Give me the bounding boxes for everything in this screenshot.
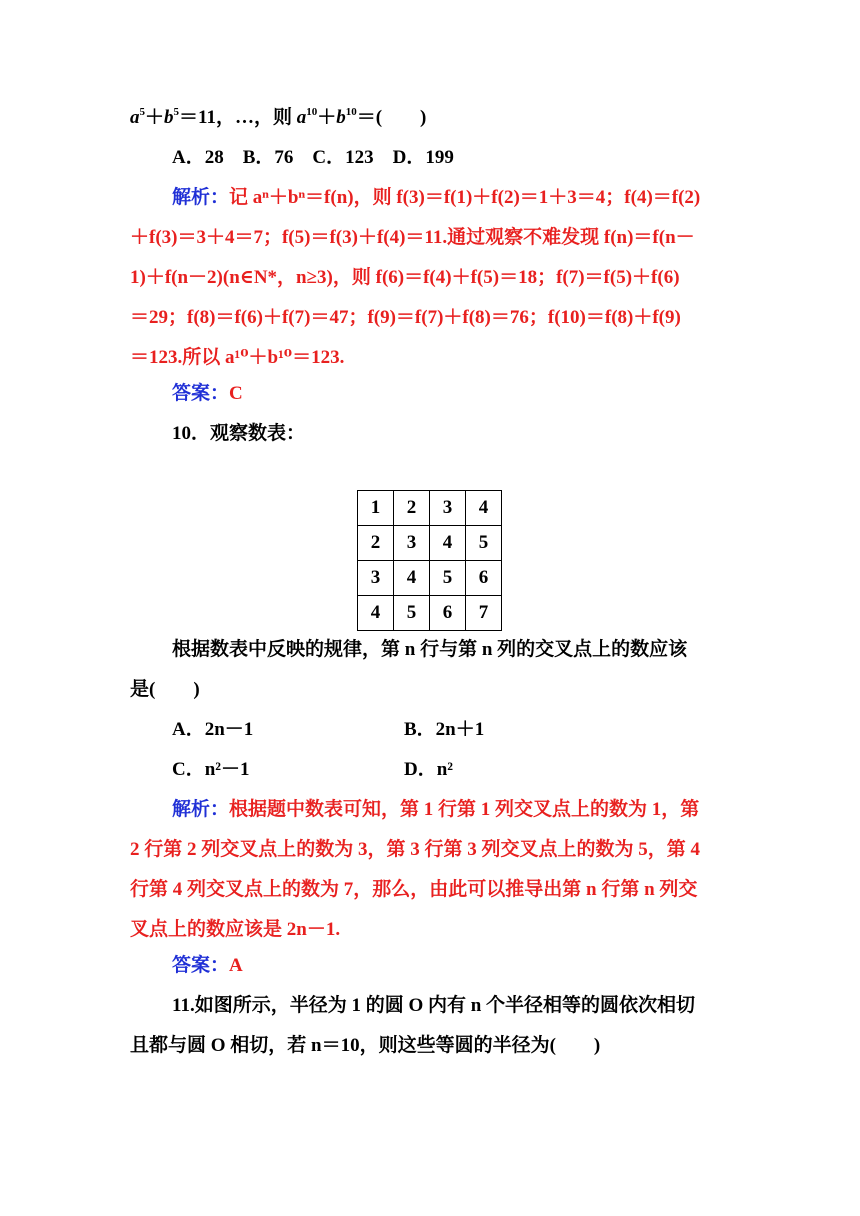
number-table xyxy=(357,490,502,631)
table-row: 1 2 3 4 xyxy=(358,491,502,526)
q9-answer: 答案：C xyxy=(172,383,243,404)
q9-analysis-line-4: ＝29；f(8)＝f(6)＋f(7)＝47；f(9)＝f(7)＋f(8)＝76；f(10)＝f(8)＋f(9) xyxy=(130,307,681,328)
q10-title: 10．观察数表： xyxy=(172,423,306,444)
q11-stem-line-1: 11.如图所示，半径为 1 的圆 O 内有 n 个半径相等的圆依次相切 xyxy=(172,995,696,1016)
q11-stem-line-2: 且都与圆 O 相切，若 n＝10，则这些等圆的半径为( ) xyxy=(130,1035,601,1056)
q10-option-d: D．n² xyxy=(404,759,453,780)
q9-analysis-line-3: 1)＋f(n－2)(n∈N*，n≥3)，则 f(6)＝f(4)＋f(5)＝18；f(7)＝f(5)＋f(6) xyxy=(130,267,680,288)
q10-stem-line-2: 是( ) xyxy=(130,679,200,700)
table-row: 3 4 5 6 xyxy=(358,561,502,596)
q10-analysis-line-3: 行第 4 列交叉点上的数为 7，那么，由此可以推导出第 n 行第 n 列交 xyxy=(130,879,698,900)
q9-analysis-line-1: 解析：记 aⁿ＋bⁿ＝f(n)，则 f(3)＝f(1)＋f(2)＝1＋3＝4；f(4)＝f(2) xyxy=(172,187,701,208)
q10-option-c: C．n²－1 xyxy=(172,759,250,780)
q9-analysis-line-2: ＋f(3)＝3＋4＝7；f(5)＝f(3)＋f(4)＝11.通过观察不难发现 f(n)＝f(n－ xyxy=(130,227,695,248)
q9-options: A．28 B．76 C．123 D．199 xyxy=(172,147,454,168)
q10-option-a: A．2n－1 xyxy=(172,719,254,740)
q10-analysis-line-1: 解析：根据题中数表可知，第 1 行第 1 列交叉点上的数为 1，第 xyxy=(172,799,700,820)
table-row: 2 3 4 5 xyxy=(358,526,502,561)
q9-analysis-line-5: ＝123.所以 a¹⁰＋b¹⁰＝123. xyxy=(130,347,345,368)
q10-analysis-line-2: 2 行第 2 列交叉点上的数为 3，第 3 行第 3 列交叉点上的数为 5，第 4 xyxy=(130,839,701,860)
q10-stem-line-1: 根据数表中反映的规律，第 n 行与第 n 列的交叉点上的数应该 xyxy=(172,639,688,660)
q9-stem-tail: $a^5+b^5=11$，…，则 $a^{10}+b^{10}=$( ) xyxy=(130,106,427,128)
q10-option-b: B．2n＋1 xyxy=(404,719,485,740)
analysis-label: 解析： xyxy=(172,799,230,820)
table-row: 4 5 6 7 xyxy=(358,596,502,631)
q10-answer: 答案：A xyxy=(172,955,243,976)
analysis-label: 解析： xyxy=(172,187,230,208)
q10-analysis-line-4: 叉点上的数应该是 2n－1. xyxy=(130,919,341,940)
